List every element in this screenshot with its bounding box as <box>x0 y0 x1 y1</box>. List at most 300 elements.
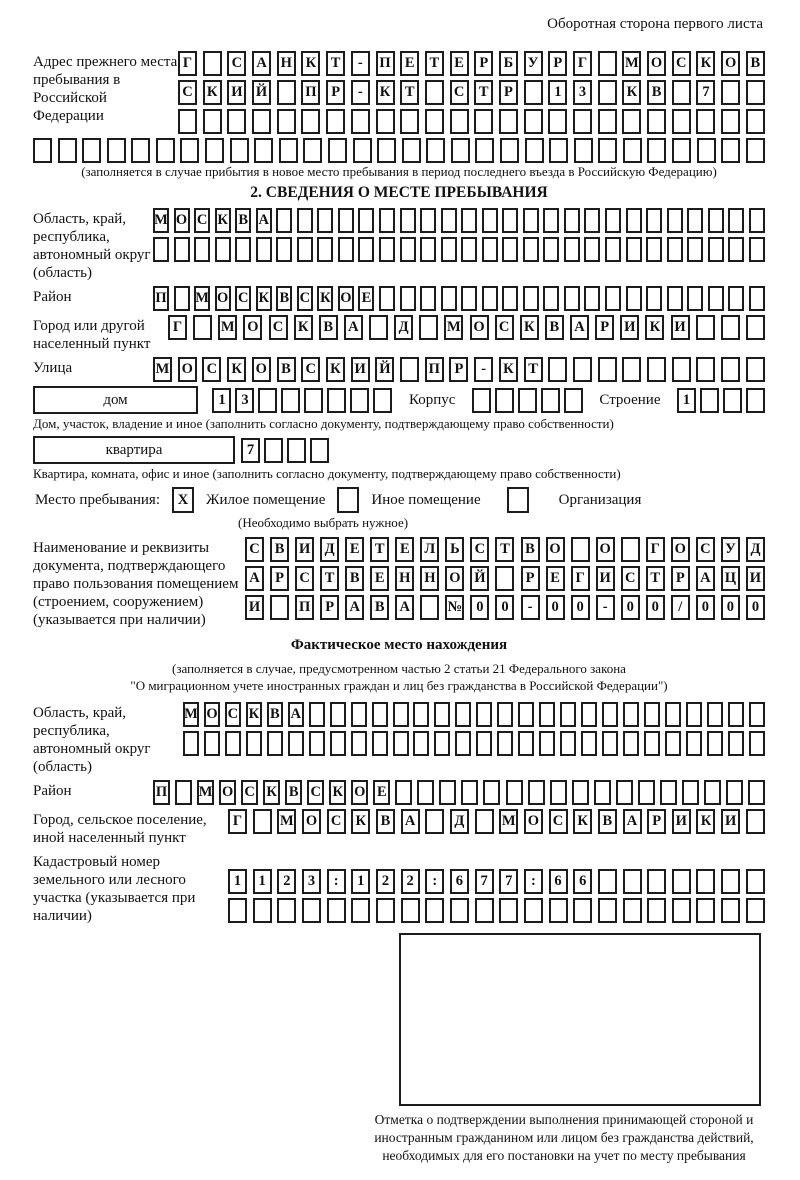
char-box[interactable] <box>707 731 723 756</box>
char-box[interactable] <box>746 109 765 134</box>
char-box[interactable] <box>279 138 298 163</box>
char-box[interactable] <box>543 208 559 233</box>
char-box[interactable] <box>495 566 514 591</box>
char-box[interactable] <box>672 80 691 105</box>
char-box[interactable] <box>402 138 421 163</box>
char-box[interactable] <box>665 702 681 727</box>
char-box[interactable] <box>598 109 617 134</box>
char-box[interactable] <box>626 286 642 311</box>
char-box[interactable]: Р <box>521 566 540 591</box>
char-box[interactable]: Г <box>646 537 665 562</box>
char-box[interactable]: Д <box>746 537 765 562</box>
char-box[interactable] <box>495 388 514 413</box>
char-box[interactable] <box>483 780 500 805</box>
char-box[interactable]: 7 <box>696 80 715 105</box>
char-box[interactable] <box>502 286 518 311</box>
char-box[interactable]: В <box>521 537 540 562</box>
char-box[interactable] <box>647 138 666 163</box>
char-box[interactable] <box>377 138 396 163</box>
char-box[interactable] <box>523 286 539 311</box>
char-box[interactable] <box>728 286 744 311</box>
char-box[interactable]: У <box>524 51 543 76</box>
char-box[interactable] <box>598 138 617 163</box>
char-box[interactable]: О <box>178 357 197 382</box>
char-box[interactable] <box>638 780 655 805</box>
char-box[interactable]: Р <box>449 357 468 382</box>
char-box[interactable] <box>180 138 199 163</box>
char-box[interactable] <box>230 138 249 163</box>
char-box[interactable]: С <box>307 780 324 805</box>
char-box[interactable] <box>543 286 559 311</box>
char-box[interactable] <box>204 731 220 756</box>
char-box[interactable] <box>455 702 471 727</box>
char-box[interactable] <box>131 138 150 163</box>
char-box[interactable] <box>560 702 576 727</box>
char-box[interactable]: Д <box>320 537 339 562</box>
char-box[interactable] <box>372 731 388 756</box>
char-box[interactable]: И <box>672 809 691 834</box>
char-box[interactable]: П <box>153 286 169 311</box>
char-box[interactable]: К <box>376 80 395 105</box>
char-box[interactable]: О <box>721 51 740 76</box>
char-box[interactable]: 3 <box>302 869 321 894</box>
char-box[interactable] <box>175 780 192 805</box>
char-box[interactable] <box>584 208 600 233</box>
char-box[interactable]: С <box>301 357 320 382</box>
char-box[interactable] <box>746 898 765 923</box>
char-box[interactable]: О <box>647 51 666 76</box>
char-box[interactable] <box>605 208 621 233</box>
char-box[interactable] <box>351 109 370 134</box>
char-box[interactable]: Е <box>345 537 364 562</box>
char-box[interactable]: К <box>351 809 370 834</box>
char-box[interactable]: А <box>395 595 414 620</box>
char-box[interactable] <box>696 109 715 134</box>
char-box[interactable] <box>400 286 416 311</box>
char-box[interactable]: К <box>227 357 246 382</box>
char-box[interactable] <box>644 702 660 727</box>
char-box[interactable]: О <box>338 286 354 311</box>
char-box[interactable] <box>644 731 660 756</box>
char-box[interactable]: К <box>696 51 715 76</box>
char-box[interactable]: К <box>294 315 313 340</box>
char-box[interactable] <box>549 138 568 163</box>
char-box[interactable]: 1 <box>228 869 247 894</box>
char-box[interactable] <box>351 731 367 756</box>
char-box[interactable]: Й <box>375 357 394 382</box>
char-box[interactable] <box>571 537 590 562</box>
char-box[interactable]: 3 <box>573 80 592 105</box>
char-box[interactable] <box>277 898 296 923</box>
char-box[interactable] <box>697 138 716 163</box>
char-box[interactable] <box>507 487 529 513</box>
char-box[interactable] <box>450 898 469 923</box>
char-box[interactable]: С <box>194 208 210 233</box>
char-box[interactable]: Г <box>168 315 187 340</box>
char-box[interactable] <box>524 109 543 134</box>
char-box[interactable] <box>598 357 617 382</box>
char-box[interactable] <box>178 109 197 134</box>
char-box[interactable] <box>686 731 702 756</box>
char-box[interactable]: Р <box>326 80 345 105</box>
char-box[interactable] <box>393 731 409 756</box>
char-box[interactable] <box>541 388 560 413</box>
char-box[interactable]: Б <box>499 51 518 76</box>
char-box[interactable]: 0 <box>546 595 565 620</box>
char-box[interactable]: В <box>376 809 395 834</box>
char-box[interactable]: С <box>202 357 221 382</box>
char-box[interactable] <box>647 109 666 134</box>
char-box[interactable] <box>227 109 246 134</box>
char-box[interactable]: М <box>153 208 169 233</box>
char-box[interactable] <box>475 138 494 163</box>
char-box[interactable] <box>746 388 765 413</box>
char-box[interactable]: И <box>746 566 765 591</box>
char-box[interactable] <box>326 109 345 134</box>
char-box[interactable] <box>393 702 409 727</box>
char-box[interactable]: И <box>721 809 740 834</box>
char-box[interactable]: - <box>351 80 370 105</box>
char-box[interactable] <box>728 237 744 262</box>
char-box[interactable]: М <box>444 315 463 340</box>
char-box[interactable] <box>573 898 592 923</box>
char-box[interactable]: К <box>317 286 333 311</box>
char-box[interactable]: В <box>276 286 292 311</box>
char-box[interactable] <box>497 702 513 727</box>
char-box[interactable] <box>667 237 683 262</box>
char-box[interactable] <box>602 702 618 727</box>
char-box[interactable]: : <box>327 869 346 894</box>
char-box[interactable] <box>426 138 445 163</box>
char-box[interactable]: 0 <box>470 595 489 620</box>
char-box[interactable] <box>287 438 306 463</box>
char-box[interactable]: О <box>215 286 231 311</box>
char-box[interactable] <box>400 237 416 262</box>
char-box[interactable]: В <box>277 357 296 382</box>
char-box[interactable] <box>708 237 724 262</box>
char-box[interactable]: 6 <box>450 869 469 894</box>
char-box[interactable] <box>539 731 555 756</box>
char-box[interactable]: 0 <box>621 595 640 620</box>
char-box[interactable] <box>330 731 346 756</box>
char-box[interactable] <box>749 237 765 262</box>
char-box[interactable]: С <box>269 315 288 340</box>
char-box[interactable] <box>550 780 567 805</box>
char-box[interactable] <box>358 237 374 262</box>
char-box[interactable] <box>696 869 715 894</box>
char-box[interactable] <box>723 388 742 413</box>
char-box[interactable] <box>749 731 765 756</box>
char-box[interactable] <box>728 702 744 727</box>
char-box[interactable] <box>351 898 370 923</box>
char-box[interactable]: И <box>245 595 264 620</box>
char-box[interactable]: В <box>285 780 302 805</box>
char-box[interactable] <box>450 109 469 134</box>
char-box[interactable] <box>417 780 434 805</box>
char-box[interactable]: О <box>470 315 489 340</box>
char-box[interactable]: Ц <box>721 566 740 591</box>
char-box[interactable] <box>301 109 320 134</box>
char-box[interactable] <box>721 869 740 894</box>
char-box[interactable] <box>564 208 580 233</box>
char-box[interactable]: 0 <box>495 595 514 620</box>
char-box[interactable] <box>203 51 222 76</box>
char-box[interactable] <box>267 731 283 756</box>
char-box[interactable] <box>439 780 456 805</box>
char-box[interactable] <box>413 731 429 756</box>
char-box[interactable]: Р <box>647 809 666 834</box>
char-box[interactable] <box>434 702 450 727</box>
char-box[interactable] <box>518 731 534 756</box>
char-box[interactable]: К <box>263 780 280 805</box>
char-box[interactable]: С <box>621 566 640 591</box>
char-box[interactable]: 1 <box>548 80 567 105</box>
char-box[interactable] <box>372 702 388 727</box>
char-box[interactable] <box>281 388 300 413</box>
char-box[interactable]: В <box>319 315 338 340</box>
char-box[interactable] <box>672 357 691 382</box>
char-box[interactable]: У <box>721 537 740 562</box>
char-box[interactable] <box>584 286 600 311</box>
char-box[interactable] <box>528 780 545 805</box>
char-box[interactable] <box>420 595 439 620</box>
char-box[interactable]: Е <box>370 566 389 591</box>
char-box[interactable]: 0 <box>721 595 740 620</box>
char-box[interactable]: А <box>345 595 364 620</box>
char-box[interactable]: Т <box>524 357 543 382</box>
char-box[interactable] <box>476 702 492 727</box>
char-box[interactable]: И <box>671 315 690 340</box>
char-box[interactable]: С <box>225 702 241 727</box>
char-box[interactable] <box>748 780 765 805</box>
char-box[interactable]: М <box>218 315 237 340</box>
char-box[interactable] <box>350 388 369 413</box>
char-box[interactable]: О <box>174 208 190 233</box>
char-box[interactable] <box>317 237 333 262</box>
char-box[interactable]: И <box>596 566 615 591</box>
char-box[interactable] <box>304 388 323 413</box>
char-box[interactable]: М <box>197 780 214 805</box>
char-box[interactable]: 0 <box>696 595 715 620</box>
char-box[interactable] <box>602 731 618 756</box>
char-box[interactable]: 7 <box>475 869 494 894</box>
dom-field-label-box[interactable]: дом <box>33 386 198 414</box>
char-box[interactable] <box>518 702 534 727</box>
char-box[interactable]: А <box>623 809 642 834</box>
char-box[interactable] <box>686 702 702 727</box>
char-box[interactable] <box>183 731 199 756</box>
char-box[interactable] <box>598 80 617 105</box>
char-box[interactable] <box>441 286 457 311</box>
char-box[interactable]: М <box>183 702 199 727</box>
char-box[interactable] <box>258 388 277 413</box>
char-box[interactable] <box>721 898 740 923</box>
char-box[interactable]: И <box>620 315 639 340</box>
char-box[interactable] <box>373 388 392 413</box>
char-box[interactable] <box>581 702 597 727</box>
char-box[interactable]: П <box>301 80 320 105</box>
char-box[interactable] <box>721 138 740 163</box>
char-box[interactable] <box>707 702 723 727</box>
char-box[interactable] <box>264 438 283 463</box>
char-box[interactable] <box>623 898 642 923</box>
char-box[interactable]: М <box>622 51 641 76</box>
char-box[interactable] <box>700 388 719 413</box>
char-box[interactable]: С <box>327 809 346 834</box>
char-box[interactable] <box>626 237 642 262</box>
char-box[interactable] <box>581 731 597 756</box>
char-box[interactable] <box>499 109 518 134</box>
char-box[interactable] <box>303 138 322 163</box>
char-box[interactable]: О <box>204 702 220 727</box>
char-box[interactable]: 0 <box>571 595 590 620</box>
char-box[interactable] <box>153 237 169 262</box>
char-box[interactable] <box>379 208 395 233</box>
char-box[interactable] <box>728 731 744 756</box>
char-box[interactable] <box>646 286 662 311</box>
char-box[interactable] <box>420 286 436 311</box>
char-box[interactable] <box>310 438 329 463</box>
char-box[interactable]: 6 <box>573 869 592 894</box>
char-box[interactable]: С <box>450 80 469 105</box>
char-box[interactable] <box>379 237 395 262</box>
char-box[interactable] <box>726 780 743 805</box>
char-box[interactable] <box>327 388 346 413</box>
char-box[interactable] <box>704 780 721 805</box>
char-box[interactable] <box>413 702 429 727</box>
char-box[interactable]: Е <box>373 780 390 805</box>
char-box[interactable] <box>420 237 436 262</box>
char-box[interactable]: № <box>445 595 464 620</box>
char-box[interactable]: Н <box>395 566 414 591</box>
char-box[interactable]: Л <box>420 537 439 562</box>
char-box[interactable]: В <box>746 51 765 76</box>
char-box[interactable] <box>518 388 537 413</box>
char-box[interactable]: И <box>295 537 314 562</box>
char-box[interactable] <box>276 208 292 233</box>
char-box[interactable]: К <box>215 208 231 233</box>
char-box[interactable] <box>564 286 580 311</box>
char-box[interactable] <box>523 208 539 233</box>
char-box[interactable]: К <box>499 357 518 382</box>
char-box[interactable] <box>746 138 765 163</box>
char-box[interactable]: 0 <box>746 595 765 620</box>
char-box[interactable]: Е <box>546 566 565 591</box>
char-box[interactable]: : <box>524 869 543 894</box>
char-box[interactable]: М <box>499 809 518 834</box>
char-box[interactable]: 2 <box>376 869 395 894</box>
char-box[interactable]: И <box>351 357 370 382</box>
char-box[interactable]: С <box>241 780 258 805</box>
char-box[interactable]: К <box>256 286 272 311</box>
char-box[interactable] <box>270 595 289 620</box>
char-box[interactable]: 6 <box>549 869 568 894</box>
char-box[interactable]: Т <box>425 51 444 76</box>
char-box[interactable]: К <box>622 80 641 105</box>
char-box[interactable]: С <box>178 80 197 105</box>
char-box[interactable] <box>215 237 231 262</box>
char-box[interactable]: Т <box>400 80 419 105</box>
char-box[interactable] <box>338 237 354 262</box>
char-box[interactable] <box>425 898 444 923</box>
char-box[interactable]: X <box>172 487 194 513</box>
char-box[interactable] <box>353 138 372 163</box>
char-box[interactable]: В <box>598 809 617 834</box>
char-box[interactable] <box>475 809 494 834</box>
char-box[interactable] <box>749 702 765 727</box>
char-box[interactable] <box>623 731 639 756</box>
char-box[interactable]: - <box>521 595 540 620</box>
char-box[interactable] <box>687 286 703 311</box>
char-box[interactable] <box>461 208 477 233</box>
char-box[interactable] <box>401 898 420 923</box>
char-box[interactable] <box>425 809 444 834</box>
char-box[interactable] <box>721 109 740 134</box>
char-box[interactable]: Г <box>178 51 197 76</box>
char-box[interactable]: Д <box>394 315 413 340</box>
char-box[interactable] <box>672 109 691 134</box>
char-box[interactable] <box>647 357 666 382</box>
char-box[interactable] <box>647 898 666 923</box>
char-box[interactable] <box>746 315 765 340</box>
char-box[interactable] <box>665 731 681 756</box>
char-box[interactable]: В <box>235 208 251 233</box>
char-box[interactable] <box>194 237 210 262</box>
char-box[interactable] <box>672 898 691 923</box>
char-box[interactable] <box>696 898 715 923</box>
char-box[interactable]: О <box>302 809 321 834</box>
char-box[interactable] <box>616 780 633 805</box>
char-box[interactable] <box>337 487 359 513</box>
char-box[interactable]: К <box>203 80 222 105</box>
char-box[interactable] <box>369 315 388 340</box>
char-box[interactable] <box>297 237 313 262</box>
char-box[interactable]: А <box>256 208 272 233</box>
char-box[interactable]: / <box>671 595 690 620</box>
char-box[interactable] <box>317 208 333 233</box>
char-box[interactable]: В <box>545 315 564 340</box>
char-box[interactable]: А <box>344 315 363 340</box>
char-box[interactable] <box>235 237 251 262</box>
char-box[interactable]: К <box>696 809 715 834</box>
char-box[interactable] <box>327 898 346 923</box>
char-box[interactable] <box>622 109 641 134</box>
char-box[interactable] <box>254 138 273 163</box>
char-box[interactable] <box>482 237 498 262</box>
char-box[interactable] <box>573 357 592 382</box>
char-box[interactable] <box>708 208 724 233</box>
char-box[interactable] <box>500 138 519 163</box>
char-box[interactable] <box>82 138 101 163</box>
char-box[interactable] <box>667 208 683 233</box>
char-box[interactable] <box>523 237 539 262</box>
char-box[interactable] <box>309 702 325 727</box>
char-box[interactable]: 0 <box>646 595 665 620</box>
char-box[interactable] <box>502 208 518 233</box>
char-box[interactable]: 1 <box>677 388 696 413</box>
char-box[interactable] <box>297 208 313 233</box>
char-box[interactable]: Т <box>646 566 665 591</box>
char-box[interactable] <box>646 208 662 233</box>
char-box[interactable] <box>156 138 175 163</box>
char-box[interactable] <box>107 138 126 163</box>
char-box[interactable]: В <box>370 595 389 620</box>
char-box[interactable]: М <box>194 286 210 311</box>
char-box[interactable]: Й <box>252 80 271 105</box>
char-box[interactable]: Е <box>395 537 414 562</box>
char-box[interactable] <box>441 237 457 262</box>
char-box[interactable] <box>358 208 374 233</box>
